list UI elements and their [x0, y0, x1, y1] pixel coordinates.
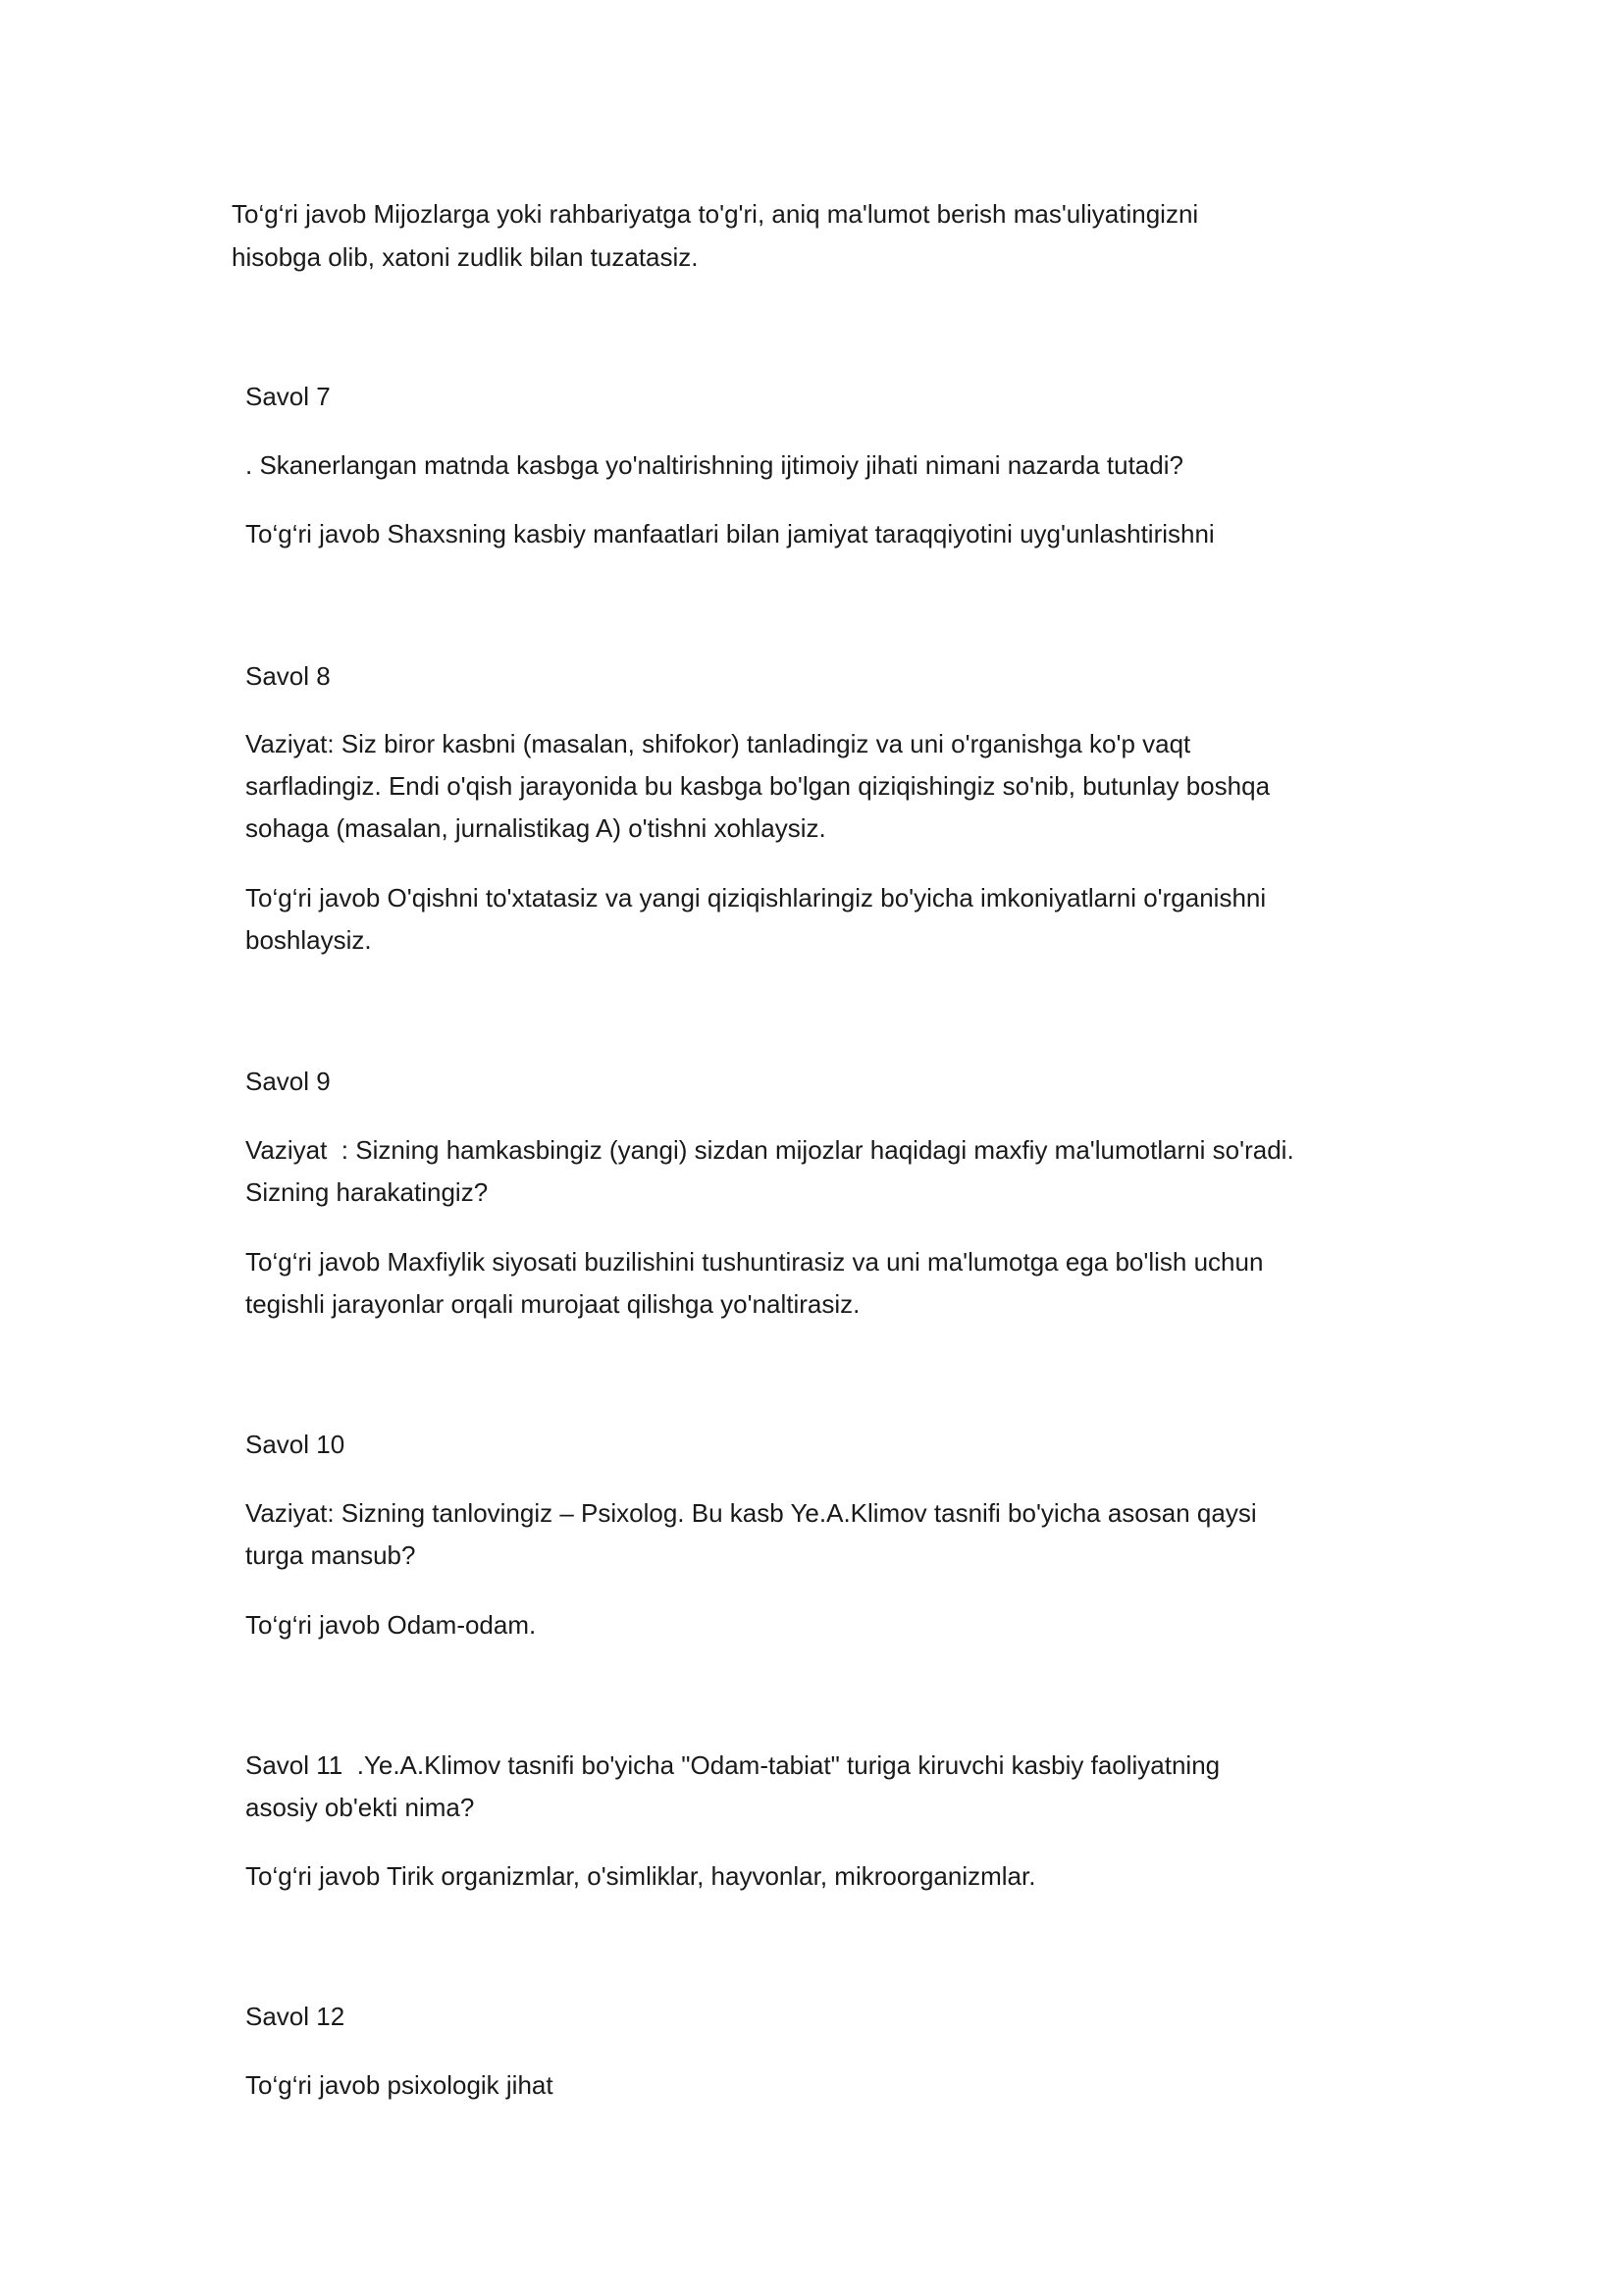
question-8-text-line-3: sohaga (masalan, jurnalistikag A) o'tishni xohlaysiz. [245, 813, 826, 843]
question-8-answer-line-2: boshlaysiz. [245, 925, 372, 955]
question-10-text-line-2: turga mansub? [245, 1540, 416, 1570]
question-9-text-line-1: Vaziyat : Sizning hamkasbingiz (yangi) sizdan mijozlar haqidagi maxfiy ma'lumotlarni so'radi. [245, 1135, 1294, 1165]
question-10-text-line-1: Vaziyat: Sizning tanlovingiz – Psixolog. Bu kasb Ye.A.Klimov tasnifi bo'yicha asosan qaysi [245, 1498, 1257, 1528]
question-11-answer: To‘g‘ri javob Tirik organizmlar, o'simliklar, hayvonlar, mikroorganizmlar. [245, 1861, 1036, 1891]
question-7-title: Savol 7 [245, 382, 331, 411]
intro-answer-line-2: hisobga olib, xatoni zudlik bilan tuzatasiz. [232, 242, 699, 272]
question-11-text-line-2: asosiy ob'ekti nima? [245, 1793, 475, 1822]
question-12-title: Savol 12 [245, 2002, 345, 2031]
question-12-answer: To‘g‘ri javob psixologik jihat [245, 2070, 553, 2100]
question-9-answer-line-2: tegishli jarayonlar orqali murojaat qilishga yo'naltirasiz. [245, 1289, 861, 1319]
question-8-title: Savol 8 [245, 661, 331, 691]
question-9-text-line-2: Sizning harakatingiz? [245, 1177, 489, 1207]
question-8-text-line-2: sarfladingiz. Endi o'qish jarayonida bu kasbga bo'lgan qiziqishingiz so'nib, butunlay boshqa [245, 771, 1271, 801]
intro-answer-line-1: To‘g‘ri javob Mijozlarga yoki rahbariyatga to'g'ri, aniq ma'lumot berish mas'uliyatingizni [232, 199, 1199, 229]
question-7-text: . Skanerlangan matnda kasbga yo'naltirishning ijtimoiy jihati nimani nazarda tutadi? [245, 450, 1183, 480]
question-7-answer: To‘g‘ri javob Shaxsning kasbiy manfaatlari bilan jamiyat taraqqiyotini uyg'unlashtirishni [245, 519, 1215, 548]
question-9-title: Savol 9 [245, 1067, 331, 1096]
question-8-text-line-1: Vaziyat: Siz biror kasbni (masalan, shifokor) tanladingiz va uni o'rganishga ko'p vaqt [245, 729, 1191, 758]
question-8-answer-line-1: To‘g‘ri javob O'qishni to'xtatasiz va yangi qiziqishlaringiz bo'yicha imkoniyatlarni o'rganishni [245, 883, 1267, 913]
question-9-answer-line-1: To‘g‘ri javob Maxfiylik siyosati buzilishini tushuntirasiz va uni ma'lumotga ega bo'lish uchun [245, 1247, 1264, 1277]
question-10-answer: To‘g‘ri javob Odam-odam. [245, 1610, 537, 1640]
question-10-title: Savol 10 [245, 1430, 345, 1459]
question-11-title-and-text-line-1: Savol 11 .Ye.A.Klimov tasnifi bo'yicha "Odam-tabiat" turiga kiruvchi kasbiy faoliyatning [245, 1750, 1221, 1780]
